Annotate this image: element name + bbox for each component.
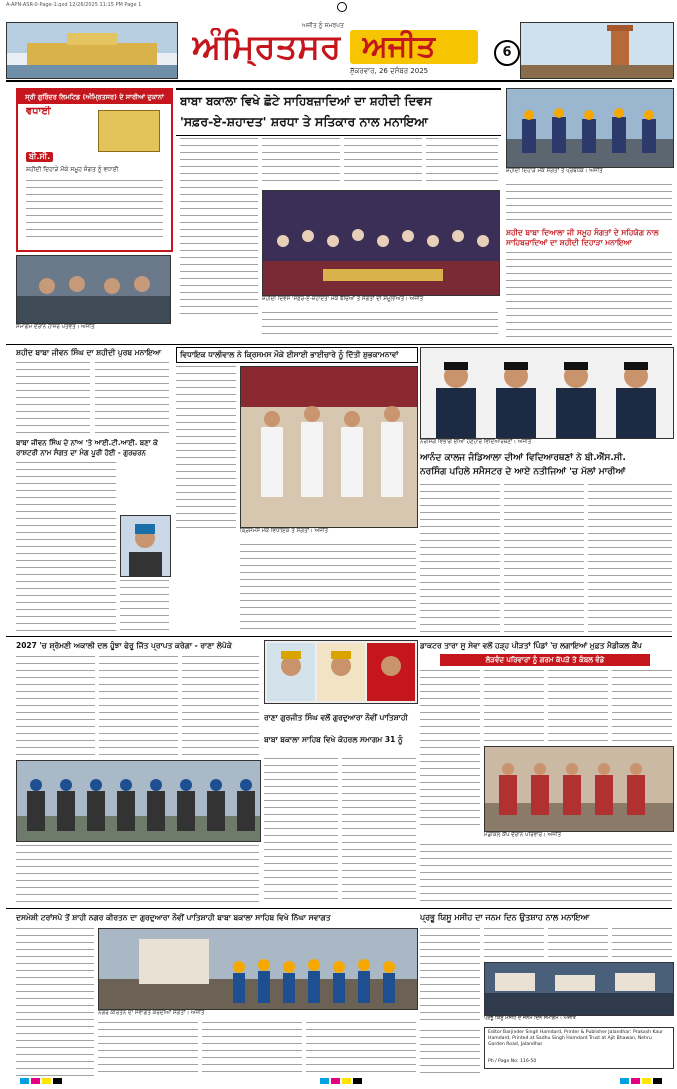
headline-center-3a: ਰਾਣਾ ਗੁਰਜੀਤ ਸਿੰਘ ਵਲੋਂ ਗੁਰਦੁਆਰਾ ਨੌਵੀਂ ਪਾਤਿਸ਼ਾਹੀ xyxy=(264,713,408,722)
headline-right-2a: ਆਨੰਦ ਕਾਲਜ ਜੰਡਿਆਲਾ ਦੀਆਂ ਵਿਦਿਆਰਥਣਾਂ ਨੇ ਬੀ.ਐੱਸ.ਸੀ. xyxy=(420,453,626,463)
photo-three-portraits xyxy=(264,640,418,704)
headline-bottom-left: ਦਸਮੇਸ਼ੀ ਟਰਾਂਸਪੋ ਤੋਂ ਸ਼ਾਹੀ ਨਗਰ ਕੀਰਤਨ ਦਾ ਗੁਰਦੁਆਰਾ ਨੌਵੀਂ ਪਾਤਿਸ਼ਾਹੀ ਬਾਬਾ ਬਕਾਲਾ ਸਾਹਿਬ ਵਿਖੇ ਨਿੱਘਾ ਸਵਾਗਤ xyxy=(16,913,331,922)
left-2-col-1 xyxy=(16,362,90,434)
footer-imprint-ph: Ph / Page No: 116-50 xyxy=(488,1059,537,1064)
right-top-text xyxy=(506,184,672,224)
left-3-col-2 xyxy=(120,580,169,632)
headline-left-3: ਬਾਬਾ ਜੀਵਨ ਸਿੰਘ ਦੇ ਨਾਂਅ 'ਤੇ ਆਈ.ਟੀ.ਆਈ. ਬਣਾ ਕੇ ਰਾਸ਼ਟਰੀ ਨਾਮ ਸੰਗਤ ਦਾ ਮੰਗ ਪੂਰੀ ਹੋਈ - ਗੁਰਚਰਨ xyxy=(16,439,158,457)
bottom-left-col-4 xyxy=(306,1022,416,1076)
caption-nagar-kirtan: ਨਗਰ ਕੀਰਤਨ ਦਾ ਸਵਾਗਤ ਕਰਦੀਆਂ ਸੰਗਤਾਂ। ਅਜੀਤ xyxy=(98,1010,205,1016)
left-3-col-1 xyxy=(16,462,116,632)
right-2-col-2 xyxy=(504,484,584,632)
bottom-left-col-3 xyxy=(202,1022,302,1076)
photo-christmas-event xyxy=(240,366,418,528)
photo-left-group xyxy=(16,255,171,324)
bottom-left-col-1 xyxy=(16,928,94,1076)
masthead-date: ਸ਼ੁੱਕਰਵਾਰ, 26 ਦਸੰਬਰ 2025 xyxy=(350,67,429,75)
right-2-col-1 xyxy=(420,484,500,632)
right-3-col-1 xyxy=(420,670,480,830)
bottom-right-col-3 xyxy=(548,928,608,958)
right-2-col-3 xyxy=(588,484,672,632)
ad-brand: ਬੀ.ਸੀ. xyxy=(26,152,53,162)
headline-center-2: ਵਿਧਾਇਕ ਧਾਲੀਵਾਲ ਨੇ ਕ੍ਰਿਸਮਸ ਮੌਕੇ ਈਸਾਈ ਭਾਈਚਾਰੇ ਨੂੰ ਦਿੱਤੀ ਸ਼ੁਭਕਾਮਨਾਵਾਂ xyxy=(180,350,399,359)
headline-left-4: 2027 'ਚ ਸ਼੍ਰੋਮਣੀ ਅਕਾਲੀ ਦਲ ਹੂੰਝਾ ਫੇਰੂ ਜਿੱਤ ਪ੍ਰਾਪਤ ਕਰੇਗਾ - ਰਾਣਾ ਲੋਪੋਕੇ xyxy=(16,641,232,650)
photo-nursing-students xyxy=(420,347,674,439)
right-3-col-3 xyxy=(548,670,608,742)
caption-right-top: ਸ਼ਹੀਦੀ ਦਿਹਾੜੇ ਮੌਕੇ ਸੰਗਤਾਂ ਤੇ ਪ੍ਰਬੰਧਕ। ਅਜੀਤ xyxy=(506,168,603,174)
bottom-right-col-2 xyxy=(484,928,544,958)
center-2-lower xyxy=(240,544,416,632)
photo-right-top xyxy=(506,88,674,168)
masthead-title-right: ਅਜੀਤ xyxy=(362,29,436,64)
main-story-tail xyxy=(262,312,498,340)
footer-imprint-text: Editor Barjinder Singh Hamdard, Printer & Publisher Jalandhar: Prakash Kaur Hamdard, Printed at Sadhu Singh Hamdard Trust at Ajit Bhawan, Nehru Garden Road, Jalandhar xyxy=(488,1030,664,1048)
color-calibration-bar xyxy=(20,1078,660,1085)
masthead-photo-left xyxy=(6,22,178,79)
main-headline-1: ਬਾਬਾ ਬਕਾਲਾ ਵਿਖੇ ਛੋਟੇ ਸਾਹਿਬਜ਼ਾਦਿਆਂ ਦਾ ਸ਼ਹੀਦੀ ਦਿਵਸ xyxy=(180,94,432,108)
headline-center-2-box xyxy=(176,347,418,363)
ad-title: ਸ੍ਰੀ ਗੁਰਿੰਦਰ ਲਿਮਟਿਡ (ਅੰਮ੍ਰਿਤਸਰ) ਦੇ ਸਾਰੀਆਂ ਦੁਕਾਨਾਂ xyxy=(18,90,171,104)
masthead-title-left: ਅੰਮ੍ਰਿਤਸਰ xyxy=(192,28,342,66)
right-story-1 xyxy=(506,252,672,342)
main-story-col-1 xyxy=(180,138,258,318)
right-3-col-2 xyxy=(484,670,544,742)
ad-text-block xyxy=(26,123,86,147)
photo-main-event xyxy=(262,190,500,296)
photo-akali-group xyxy=(16,760,261,842)
main-headline-block xyxy=(176,88,501,136)
ad-box xyxy=(16,88,173,252)
masthead-small-label: ਅਜੀਤ ਨੂੰ ਸਮਰਪਤ xyxy=(302,22,344,29)
ad-subtitle: ਵਧਾਈ xyxy=(26,106,51,117)
footer-imprint-box xyxy=(484,1027,674,1069)
masthead-photo-right xyxy=(520,22,674,79)
right-3-col-4 xyxy=(612,670,672,742)
caption-main-event: ਸ਼ਹੀਦੀ ਦਿਵਸ 'ਸਫ਼ਰ-ਏ-ਸ਼ਹਾਦਤ' ਮੌਕੇ ਬੱਚਿਆਂ ਤੇ ਸੰਗਤਾਂ ਦੀ ਸ਼ਮੂਲੀਅਤ। ਅਜੀਤ xyxy=(262,296,424,302)
headline-right-3b: ਲੋੜਵੰਦ ਪਰਿਵਾਰਾਂ ਨੂੰ ਗਰਮ ਕੱਪੜੇ ਤੇ ਕੰਬਲ ਵੰਡੇ xyxy=(440,654,650,666)
photo-nagar-kirtan xyxy=(98,928,418,1010)
ad-body-lines xyxy=(26,180,163,242)
main-story-col-3 xyxy=(344,138,422,186)
registration-mark xyxy=(337,2,347,12)
left-2-col-2 xyxy=(95,362,169,434)
bottom-left-col-2 xyxy=(98,1022,198,1076)
file-meta: A-APN-ASR-0-Page-1.qxd 12/26/2025 11:15 PM Page 1 xyxy=(6,2,142,8)
photo-medical-camp xyxy=(484,746,674,832)
golden-temple-image xyxy=(98,110,160,152)
headline-right-3a: ਡਾਕਟਰ ਤਾਰਾ ਸੂ ਸੇਵਾ ਵਲੋਂ ਹੜ੍ਹ ਪੀੜਤਾਂ ਪਿੰਡਾਂ 'ਚ ਲਗਾਇਆਂ ਮੁਫ਼ਤ ਮੈਡੀਕਲ ਕੈਂਪ xyxy=(420,641,642,650)
center-3-col-2 xyxy=(342,758,416,905)
caption-christmas-celebration: ਪ੍ਰਭੂ ਯਿਸੂ ਮਸੀਹ ਦੇ ਜਨਮ ਦਿਨ ਸਮਾਗਮ। ਅਜੀਤ xyxy=(484,1015,576,1021)
left-4-col-3 xyxy=(182,656,259,756)
page-number: 6 xyxy=(494,40,520,66)
right-3-lower xyxy=(420,844,672,904)
caption-medical: ਮੈਡੀਕਲ ਕੈਂਪ ਦੌਰਾਨ ਪਰਿਵਾਰ। ਅਜੀਤ xyxy=(484,832,562,838)
left-4-lower xyxy=(16,845,259,905)
section-rule-1 xyxy=(6,344,672,345)
masthead-rule xyxy=(6,80,672,82)
photo-portrait-left xyxy=(120,515,171,577)
photo-christmas-celebration xyxy=(484,962,674,1016)
bottom-right-col-1b xyxy=(420,1030,480,1076)
ad-body: ਸ਼ਹੀਦੀ ਦਿਹਾੜੇ ਮੌਕੇ ਸਮੂਹ ਸੰਗਤ ਨੂੰ ਵਧਾਈ xyxy=(26,166,119,173)
section-rule-2 xyxy=(6,636,672,637)
main-story-col-4 xyxy=(426,138,498,186)
left-4-col-2 xyxy=(99,656,178,756)
main-headline-2: 'ਸਫ਼ਰ-ਏ-ਸ਼ਹਾਦਤ' ਸ਼ਰਧਾ ਤੇ ਸਤਿਕਾਰ ਨਾਲ ਮਨਾਇਆ xyxy=(180,114,428,129)
headline-center-3b: ਬਾਬਾ ਬਕਾਲਾ ਸਾਹਿਬ ਵਿਖੇ ਕੋਹਰਲ ਸਮਾਗਮ 31 ਨੂੰ xyxy=(264,735,403,744)
main-story-col-2 xyxy=(262,138,340,186)
center-3-col-1 xyxy=(264,758,338,905)
headline-left-2: ਸ਼ਹੀਦ ਬਾਬਾ ਜੀਵਨ ਸਿੰਘ ਦਾ ਸ਼ਹੀਦੀ ਪੁਰਬ ਮਨਾਇਆ xyxy=(16,348,162,357)
caption-christmas: ਕ੍ਰਿਸਮਸ ਮੌਕੇ ਵਿਧਾਇਕ ਤੇ ਸੰਗਤਾਂ। ਅਜੀਤ xyxy=(240,528,329,534)
center-2-col-1 xyxy=(176,366,236,532)
headline-right-2b: ਨਰਸਿੰਗ ਪਹਿਲੇ ਸਮੈਸਟਰ ਦੇ ਆਏ ਨਤੀਜਿਆਂ 'ਚ ਮੱਲਾਂ ਮਾਰੀਆਂ xyxy=(420,467,626,477)
section-rule-3 xyxy=(6,908,672,909)
left-4-col-1 xyxy=(16,656,95,756)
masthead xyxy=(182,22,492,77)
headline-bottom-right: ਪ੍ਰਭੂ ਯਿਸੂ ਮਸੀਹ ਦਾ ਜਨਮ ਦਿਨ ਉਤਸ਼ਾਹ ਨਾਲ ਮਨਾਇਆ xyxy=(420,913,590,922)
bottom-right-col-1 xyxy=(420,928,480,1026)
headline-right-1: ਸ਼ਹੀਦ ਬਾਬਾ ਦਿਆਲਾ ਜੀ ਸਮੂਹ ਸੰਗਤਾਂ ਦੇ ਸਹਿਯੋਗ ਨਾਲ ਸਾਹਿਬਜ਼ਾਦਿਆਂ ਦਾ ਸ਼ਹੀਦੀ ਦਿਹਾੜਾ ਮਨਾਇਆ xyxy=(506,228,659,247)
bottom-right-col-4 xyxy=(612,928,672,958)
caption-left-1: ਸਮਾਗਮ ਦੌਰਾਨ ਹਾਜ਼ਰ ਪਤਵੰਤੇ। ਅਜੀਤ xyxy=(16,324,95,330)
caption-nursing: ਨਰਸਿੰਗ ਵਿਭਾਗ ਦੀਆਂ ਹੋਣਹਾਰ ਵਿਦਿਆਰਥਣਾਂ। ਅਜੀਤ xyxy=(420,439,532,445)
